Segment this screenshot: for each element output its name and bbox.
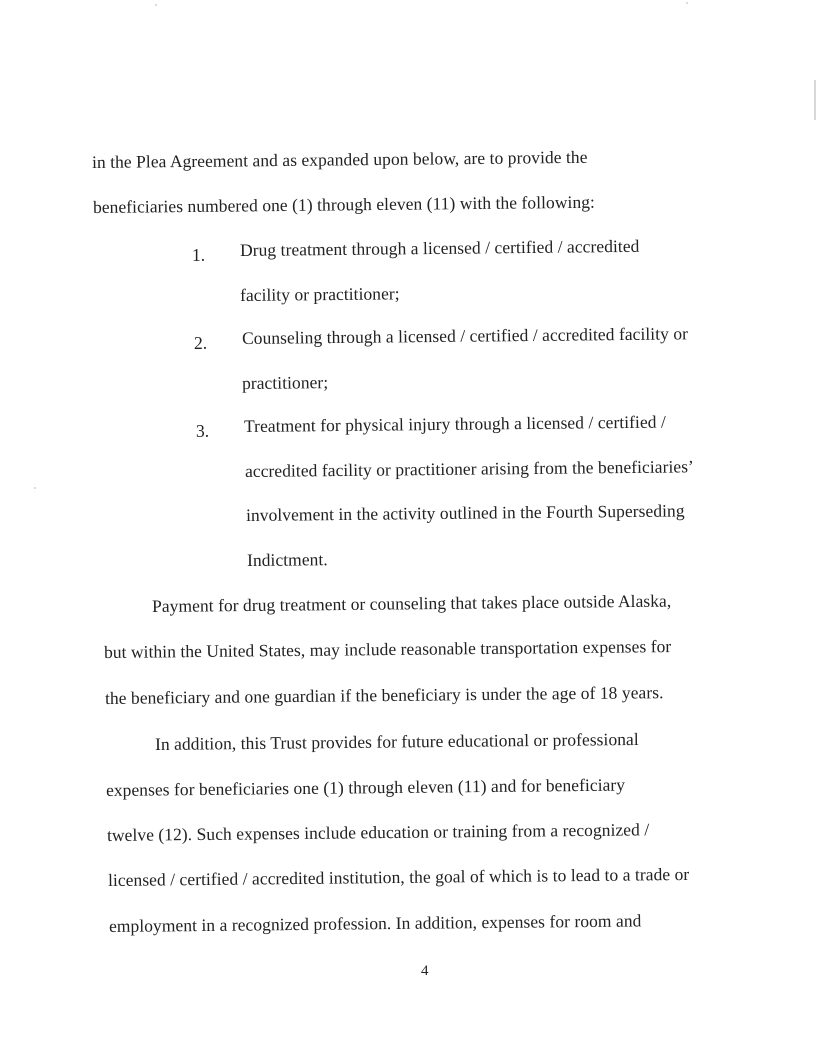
scan-speck [155, 4, 157, 6]
addition-line-1: In addition, this Trust provides for future educational or professional [154, 728, 639, 754]
addition-line-5: employment in a recognized profession. In addition, expenses for room and [108, 910, 642, 936]
payment-line-1: Payment for drug treatment or counseling that takes place outside Alaska, [151, 590, 672, 616]
list-item-2-line-2: practitioner; [241, 372, 329, 393]
intro-line-1: in the Plea Agreement and as expanded upon below, are to provide the [91, 146, 588, 172]
page-number: 4 [421, 963, 429, 979]
payment-line-2: but within the United States, may include reasonable transportation expenses for [103, 636, 672, 662]
list-item-2-line-1: Counseling through a licensed / certified / accredited facility or [241, 323, 689, 348]
list-item-1-line-2: facility or practitioner; [239, 283, 400, 305]
scan-speck [686, 2, 688, 4]
list-item-3-line-1: Treatment for physical injury through a licensed / certified / [243, 411, 666, 436]
list-item-1-number: 1. [192, 245, 206, 265]
addition-line-4: licensed / certified / accredited institution, the goal of which is to lead to a trade or [107, 863, 690, 890]
list-item-2-number: 2. [194, 333, 208, 353]
list-item-3-number: 3. [196, 421, 210, 441]
list-item-1-line-1: Drug treatment through a licensed / certified / accredited [239, 235, 640, 260]
list-item-3-line-3: involvement in the activity outlined in the Fourth Superseding [245, 500, 685, 525]
list-item-3-line-2: accredited facility or practitioner arising from the beneficiaries’ [244, 456, 694, 481]
addition-line-2: expenses for beneficiaries one (1) through eleven (11) and for beneficiary [105, 774, 626, 800]
intro-line-2: beneficiaries numbered one (1) through eleven (11) with the following: [92, 191, 596, 217]
addition-line-3: twelve (12). Such expenses include education or training from a recognized / [106, 819, 650, 845]
scan-speck [34, 487, 36, 489]
payment-line-3: the beneficiary and one guardian if the beneficiary is under the age of 18 years. [104, 682, 664, 708]
list-item-3-line-4: Indictment. [246, 549, 328, 570]
